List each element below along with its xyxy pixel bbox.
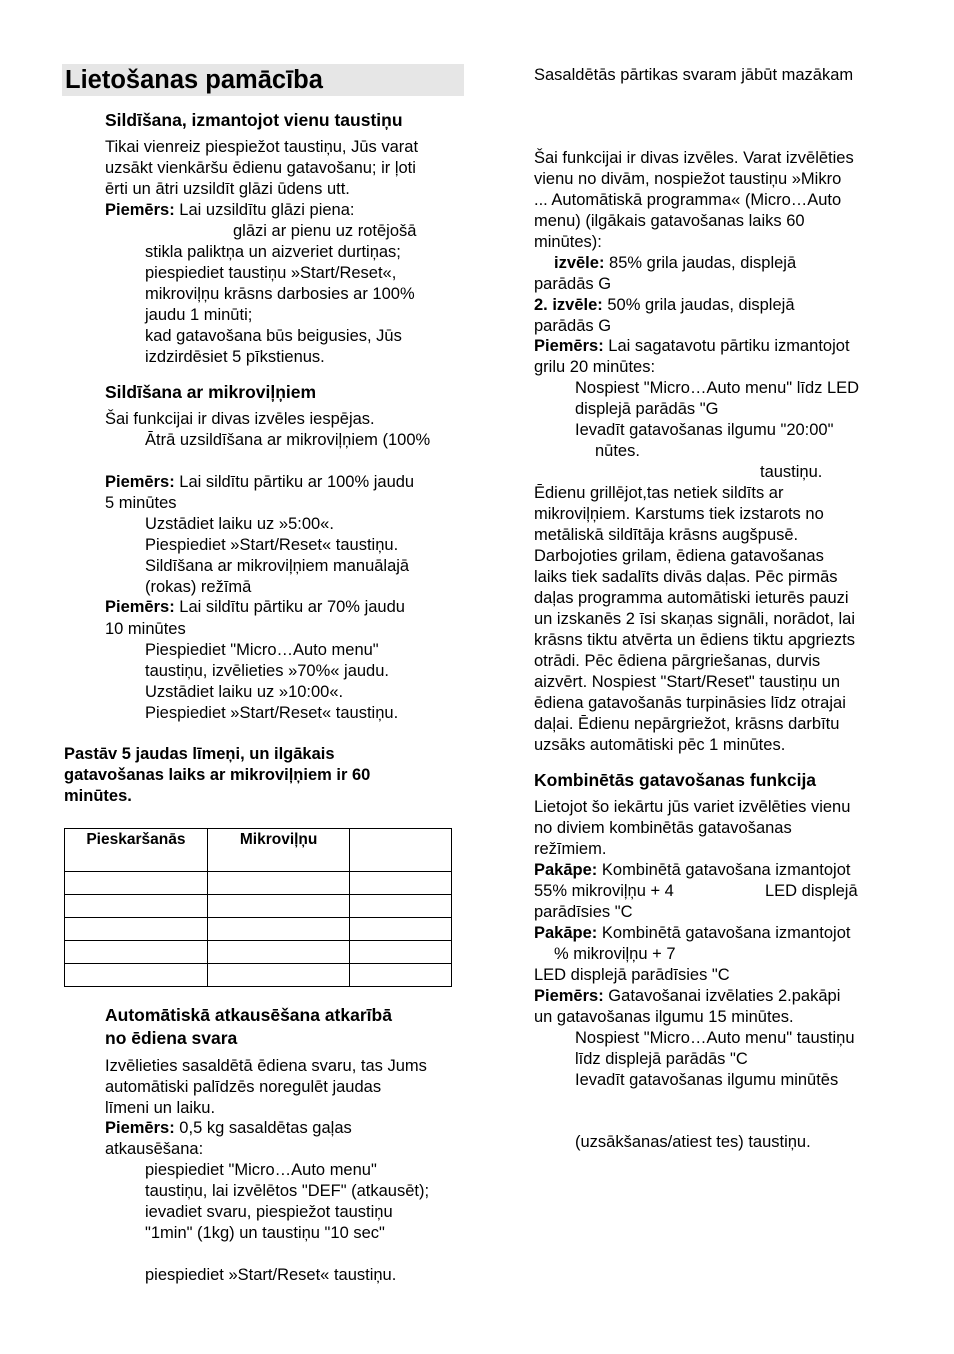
grill-desc-7: un izskanēs 2 īsi skaņas signāli, norādot, lai <box>534 610 856 628</box>
sec2-example-1 <box>105 472 414 493</box>
combo-step-2-line2: % mikroviļņu + 7 <box>554 945 676 963</box>
sec2-ex2-step-1: Piespiediet "Micro…Auto menu" <box>145 641 379 659</box>
sec1-step-3: piespiediet taustiņu »Start/Reset«, <box>145 264 397 282</box>
sec3-step-3: ievadiet svaru, piespiežot taustiņu <box>145 1203 393 1221</box>
sec2-example-2 <box>105 597 405 618</box>
option-text: 50% grila jaudas, displejā <box>602 296 795 314</box>
power-levels-table <box>64 828 452 987</box>
combo-example <box>534 986 840 1007</box>
combo-step-1-line2a: 55% mikroviļņu + 4 <box>534 882 674 900</box>
grill-desc-9: otrādi. Pēc ēdiena pārgriešanas, durvis <box>534 652 821 670</box>
example-label: Piemērs: <box>105 473 175 491</box>
sec3-text-3: līmeni un laiku. <box>105 1099 216 1117</box>
section-heading-defrost-2: no ēdiena svara <box>105 1028 238 1048</box>
example-text: Gatavošanai izvēlaties 2.pakāpi <box>603 987 841 1005</box>
grill-step-2: displejā parādās "G <box>575 400 719 418</box>
grill-option-1 <box>554 253 796 274</box>
grill-intro-4: menu) (ilgākais gatavošanas laiks 60 <box>534 212 805 230</box>
frozen-weight-note: Sasaldētās pārtikas svaram jābūt mazākam <box>534 66 854 84</box>
example-text: Lai sildītu pārtiku ar 100% jaudu <box>174 473 415 491</box>
table-header-cell <box>65 829 208 872</box>
table-cell <box>207 872 350 895</box>
page-title-bar <box>62 64 464 96</box>
sec1-step-5: jaudu 1 minūti; <box>145 306 253 324</box>
table-header-cell <box>350 829 452 872</box>
table-cell <box>207 895 350 918</box>
grill-step-button: taustiņu. <box>760 463 823 481</box>
combo-step-2 <box>534 923 850 944</box>
sec2-example-2-line2: 10 minūtes <box>105 620 186 638</box>
table-cell <box>207 941 350 964</box>
table-header-touch: Pieskaršanās <box>86 831 186 848</box>
grill-desc-2: mikroviļņiem. Karstums tiek izstarots no <box>534 505 824 523</box>
table-cell <box>65 964 208 987</box>
sec1-text-2: uzsākt vienkāršu ēdienu gatavošanu; ir ļoti <box>105 159 416 177</box>
table-cell <box>65 941 208 964</box>
table-row <box>65 895 452 918</box>
example-text: Lai sildītu pārtiku ar 70% jaudu <box>174 598 405 616</box>
sec3-text-1: Izvēlieties sasaldētā ēdiena svaru, tas Jums <box>105 1057 427 1075</box>
sec2-ex2-step-3: Uzstādiet laiku uz »10:00«. <box>145 683 344 701</box>
example-label: Piemērs: <box>534 337 604 355</box>
table-row <box>65 941 452 964</box>
sec3-text-2: automātiski palīdzēs noregulēt jaudas <box>105 1078 382 1096</box>
table-row <box>65 918 452 941</box>
table-header-microwave: Mikroviļņu <box>239 831 318 848</box>
example-label: Piemērs: <box>105 1119 175 1137</box>
table-cell <box>65 918 208 941</box>
sec1-text-1: Tikai vienreiz piespiežot taustiņu, Jūs varat <box>105 138 419 156</box>
combo-step-1 <box>534 860 850 881</box>
table-cell <box>350 918 452 941</box>
section-heading-defrost-1: Automātiskā atkausēšana atkarībā <box>105 1005 392 1025</box>
sec1-step-1: glāzi ar pienu uz rotējošā <box>233 222 417 240</box>
sec2-example-1-line2: 5 minūtes <box>105 494 177 512</box>
combo-ex-step-2: līdz displejā parādās "C <box>575 1050 748 1068</box>
combo-example-line2: un gatavošanas ilgumu 15 minūtes. <box>534 1008 794 1026</box>
grill-step-3: Ievadīt gatavošanas ilgumu "20:00" <box>575 421 834 439</box>
example-label: Piemērs: <box>534 987 604 1005</box>
section-heading-microwave: Sildīšana ar mikroviļņiem <box>105 382 317 402</box>
table-header-empty <box>350 829 451 831</box>
grill-desc-6: daļas programma automātiski ieturēs pauzi <box>534 589 849 607</box>
combo-intro-1: Lietojot šo iekārtu jūs variet izvēlēties vienu <box>534 798 851 816</box>
sec2-intro: Šai funkcijai ir divas izvēles iespējas. <box>105 410 375 428</box>
step-text: Kombinētā gatavošana izmantojot <box>597 924 851 942</box>
page-title: Lietošanas pamācība <box>65 66 323 94</box>
sec3-example <box>105 1118 352 1139</box>
table-cell <box>65 872 208 895</box>
combo-step-1-line3: parādīsies "C <box>534 903 633 921</box>
power-note-3: minūtes. <box>64 787 132 805</box>
combo-intro-2: no diviem kombinētās gatavošanas <box>534 819 792 837</box>
combo-intro-3: režīmiem. <box>534 840 607 858</box>
grill-desc-13: uzsāks automātiski pēc 1 minūtes. <box>534 736 786 754</box>
table-cell <box>350 964 452 987</box>
sec1-step-7: izdzirdēsiet 5 pīkstienus. <box>145 348 325 366</box>
example-label: Piemērs: <box>105 598 175 616</box>
grill-option-2 <box>534 295 795 316</box>
table-cell <box>350 941 452 964</box>
sec2-ex2-step-4: Piespiediet »Start/Reset« taustiņu. <box>145 704 399 722</box>
section-heading-single-button: Sildīšana, izmantojot vienu taustiņu <box>105 110 403 130</box>
grill-intro-3: ... Automātiskā programma« (Micro…Auto <box>534 191 842 209</box>
table-cell <box>65 895 208 918</box>
power-note-2: gatavošanas laiks ar mikroviļņiem ir 60 <box>64 766 371 784</box>
sec1-step-6: kad gatavošana būs beigusies, Jūs <box>145 327 402 345</box>
grill-example-line2: grilu 20 minūtes: <box>534 358 656 376</box>
example-text: Lai uzsildītu glāzi piena: <box>174 201 355 219</box>
grill-intro-2: vienu no divām, nospiežot taustiņu »Mikro <box>534 170 842 188</box>
sec1-text-3: ērti un ātri uzsildīt glāzi ūdens utt. <box>105 180 350 198</box>
option-label: izvēle: <box>554 254 605 272</box>
sec2-ex1-step-1: Uzstādiet laiku uz »5:00«. <box>145 515 334 533</box>
grill-desc-4: Darbojoties grilam, ēdiena gatavošanas <box>534 547 824 565</box>
grill-intro-5: minūtes): <box>534 233 602 251</box>
table-cell <box>207 918 350 941</box>
sec1-step-4: mikroviļņu krāsns darbosies ar 100% <box>145 285 415 303</box>
sec1-step-2: stikla paliktņa un aizveriet durtiņas; <box>145 243 401 261</box>
table-header-row <box>65 829 452 872</box>
combo-ex-step-4: (uzsākšanas/atiest tes) taustiņu. <box>575 1133 811 1151</box>
sec1-example <box>105 200 355 221</box>
grill-desc-11: ēdiena gatavošanās turpināsies līdz otrajai <box>534 694 846 712</box>
grill-option-2-line2: parādās G <box>534 317 612 335</box>
grill-desc-5: laiks tiek sadalīts divās daļas. Pēc pirmās <box>534 568 838 586</box>
table-row <box>65 964 452 987</box>
grill-desc-10: aizvērt. Nospiest "Start/Reset" taustiņu un <box>534 673 841 691</box>
step-text: Kombinētā gatavošana izmantojot <box>597 861 851 879</box>
example-text: 0,5 kg sasaldētas gaļas <box>174 1119 352 1137</box>
example-label: Piemērs: <box>105 201 175 219</box>
sec3-step-4: "1min" (1kg) un taustiņu "10 sec" <box>145 1224 385 1242</box>
grill-intro-1: Šai funkcijai ir divas izvēles. Varat izvēlēties <box>534 149 854 167</box>
table-cell <box>207 964 350 987</box>
grill-step-minutes: nūtes. <box>595 442 640 460</box>
grill-option-1-line2: parādās G <box>534 275 612 293</box>
step-label: Pakāpe: <box>534 861 598 879</box>
grill-desc-8: krāsns tiktu atvērta un ēdiens tiktu apgriezts <box>534 631 855 649</box>
option-text: 85% grila jaudas, displejā <box>604 254 797 272</box>
grill-desc-3: metāliskā sildītāja krāsns augšpusē. <box>534 526 799 544</box>
sec3-step-1: piespiediet "Micro…Auto menu" <box>145 1161 377 1179</box>
sec2-option-1: Ātrā uzsildīšana ar mikroviļņiem (100% <box>145 431 431 449</box>
grill-example <box>534 336 850 357</box>
grill-step-1: Nospiest "Micro…Auto menu" līdz LED <box>575 379 860 397</box>
sec3-step-2: taustiņu, lai izvēlētos "DEF" (atkausēt); <box>145 1182 430 1200</box>
sec2-ex1-step-3: Sildīšana ar mikroviļņiem manuālajā <box>145 557 410 575</box>
table-header-cell <box>207 829 350 872</box>
grill-desc-12: daļai. Ēdienu nepārgriežot, krāsns darbītu <box>534 715 840 733</box>
step-label: Pakāpe: <box>534 924 598 942</box>
sec2-ex2-step-2: taustiņu, izvēlieties »70%« jaudu. <box>145 662 389 680</box>
sec3-step-5: piespiediet »Start/Reset« taustiņu. <box>145 1266 397 1284</box>
table-row <box>65 872 452 895</box>
table-cell <box>350 895 452 918</box>
combo-step-1-line2b: LED displejā <box>765 882 858 900</box>
sec3-example-line2: atkausēšana: <box>105 1140 204 1158</box>
table-cell <box>350 872 452 895</box>
section-heading-combo: Kombinētās gatavošanas funkcija <box>534 770 817 790</box>
example-text: Lai sagatavotu pārtiku izmantojot <box>603 337 850 355</box>
combo-step-2-line3: LED displejā parādīsies "C <box>534 966 730 984</box>
grill-desc-1: Ēdienu grillējot,tas netiek sildīts ar <box>534 484 784 502</box>
combo-ex-step-1: Nospiest "Micro…Auto menu" taustiņu <box>575 1029 855 1047</box>
power-note-1: Pastāv 5 jaudas līmeņi, un ilgākais <box>64 745 335 763</box>
option-label: 2. izvēle: <box>534 296 603 314</box>
sec2-ex1-step-2: Piespiediet »Start/Reset« taustiņu. <box>145 536 399 554</box>
combo-ex-step-3: Ievadīt gatavošanas ilgumu minūtēs <box>575 1071 839 1089</box>
sec2-ex1-step-4: (rokas) režīmā <box>145 578 252 596</box>
